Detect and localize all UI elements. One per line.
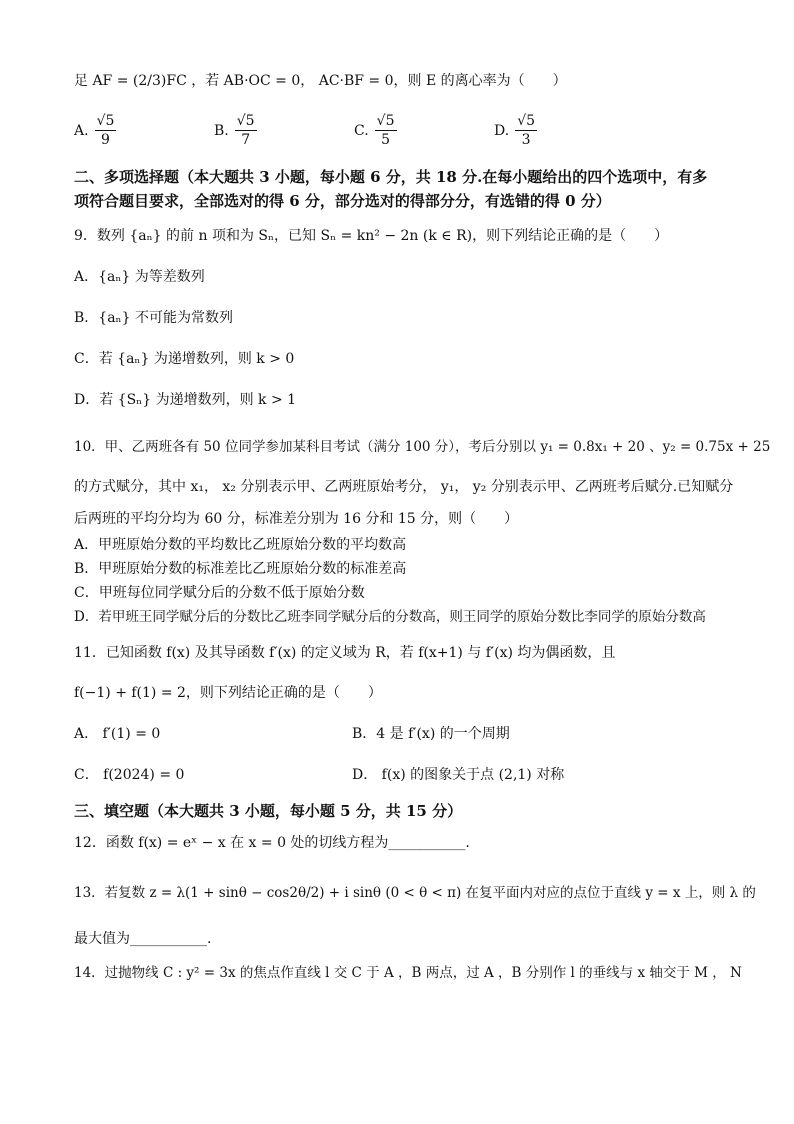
- fraction: [515, 112, 537, 149]
- q8-option-c: [354, 112, 397, 149]
- option-label: C.: [354, 122, 369, 139]
- fraction: [235, 112, 257, 149]
- option-label: A.: [74, 122, 89, 139]
- numerator: √5: [236, 113, 255, 129]
- q9-option-b: B．{aₙ} 不可能为常数列: [74, 310, 233, 326]
- q9-option-d: D．若 {Sₙ} 为递增数列，则 k > 1: [74, 392, 297, 408]
- denominator: 5: [381, 132, 391, 148]
- fraction: [375, 112, 397, 149]
- denominator: 7: [241, 132, 251, 148]
- q13-line2: 最大值为___________.: [74, 931, 212, 947]
- numerator: √5: [517, 113, 536, 129]
- q8-option-b: [214, 112, 257, 149]
- q10-option-a: A．甲班原始分数的平均数比乙班原始分数的平均数高: [74, 537, 407, 553]
- q11-option-a: A． f′(1) = 0: [74, 726, 161, 742]
- q8-stem-tail: 足 AF = (2/3)FC ，若 AB·OC = 0， AC·BF = 0，则 E 的离心率为（ ）: [74, 73, 567, 89]
- q12: 12．函数 f(x) = eˣ − x 在 x = 0 处的切线方程为___________.: [74, 835, 470, 851]
- section-2-heading-line1: 二、多项选择题（本大题共 3 小题，每小题 6 分，共 18 分.在每小题给出的四个选项中，有多: [74, 168, 708, 186]
- section-2-heading-line2: 项符合题目要求，全部选对的得 6 分，部分选对的得部分分，有选错的得 0 分）: [74, 192, 611, 210]
- q14: 14．过抛物线 C : y² = 3x 的焦点作直线 l 交 C 于 A ，B 两点，过 A ，B 分别作 l 的垂线与 x 轴交于 M ， N: [74, 965, 742, 981]
- q13-line1: 13．若复数 z = λ(1 + sinθ − cos2θ/2) + i sinθ (0 < θ < π) 在复平面内对应的点位于直线 y = x 上，则 λ 的: [74, 885, 756, 901]
- q11-option-d: D． f(x) 的图象关于点 (2,1) 对称: [352, 767, 565, 783]
- q9-option-a: A．{aₙ} 为等差数列: [74, 269, 205, 285]
- q10-stem-line1: 10．甲、乙两班各有 50 位同学参加某科目考试（满分 100 分），考后分别以 y₁ = 0.8x₁ + 20 、y₂ = 0.75x + 25: [74, 439, 771, 455]
- q8-option-d: [494, 112, 537, 149]
- section-3-heading: 三、填空题（本大题共 3 小题，每小题 5 分，共 15 分）: [74, 802, 463, 820]
- fraction: [95, 112, 117, 149]
- numerator: √5: [96, 113, 115, 129]
- q10-option-c: C．甲班每位同学赋分后的分数不低于原始分数: [74, 585, 365, 601]
- q11-option-c: C． f(2024) = 0: [74, 767, 185, 783]
- q8-options: [74, 112, 734, 162]
- q10-option-b: B．甲班原始分数的标准差比乙班原始分数的标准差高: [74, 561, 407, 577]
- option-label: D.: [494, 122, 510, 139]
- option-label: B.: [214, 122, 229, 139]
- q11-stem-line1: 11．已知函数 f(x) 及其导函数 f′(x) 的定义域为 R，若 f(x+1) 与 f′(x) 均为偶函数，且: [74, 645, 616, 661]
- q8-option-a: [74, 112, 116, 149]
- numerator: √5: [376, 113, 395, 129]
- q10-stem-line3: 后两班的平均分均为 60 分，标准差分别为 16 分和 15 分，则（ ）: [74, 511, 519, 527]
- denominator: 3: [521, 132, 531, 148]
- q11-option-b: B．4 是 f′(x) 的一个周期: [352, 726, 510, 742]
- q10-stem-line2: 的方式赋分，其中 x₁， x₂ 分别表示甲、乙两班原始考分， y₁， y₂ 分别表示甲、乙两班考后赋分.已知赋分: [74, 479, 734, 495]
- q11-stem-line2: f(−1) + f(1) = 2，则下列结论正确的是（ ）: [74, 685, 382, 701]
- q9-option-c: C．若 {aₙ} 为递增数列，则 k > 0: [74, 351, 295, 367]
- q9-stem: 9．数列 {aₙ} 的前 n 项和为 Sₙ，已知 Sₙ = kn² − 2n (k ∈ R)，则下列结论正确的是（ ）: [74, 228, 669, 244]
- q10-option-d: D．若甲班王同学赋分后的分数比乙班李同学赋分后的分数高，则王同学的原始分数比李同学的原始分数高: [74, 609, 706, 625]
- denominator: 9: [101, 132, 110, 148]
